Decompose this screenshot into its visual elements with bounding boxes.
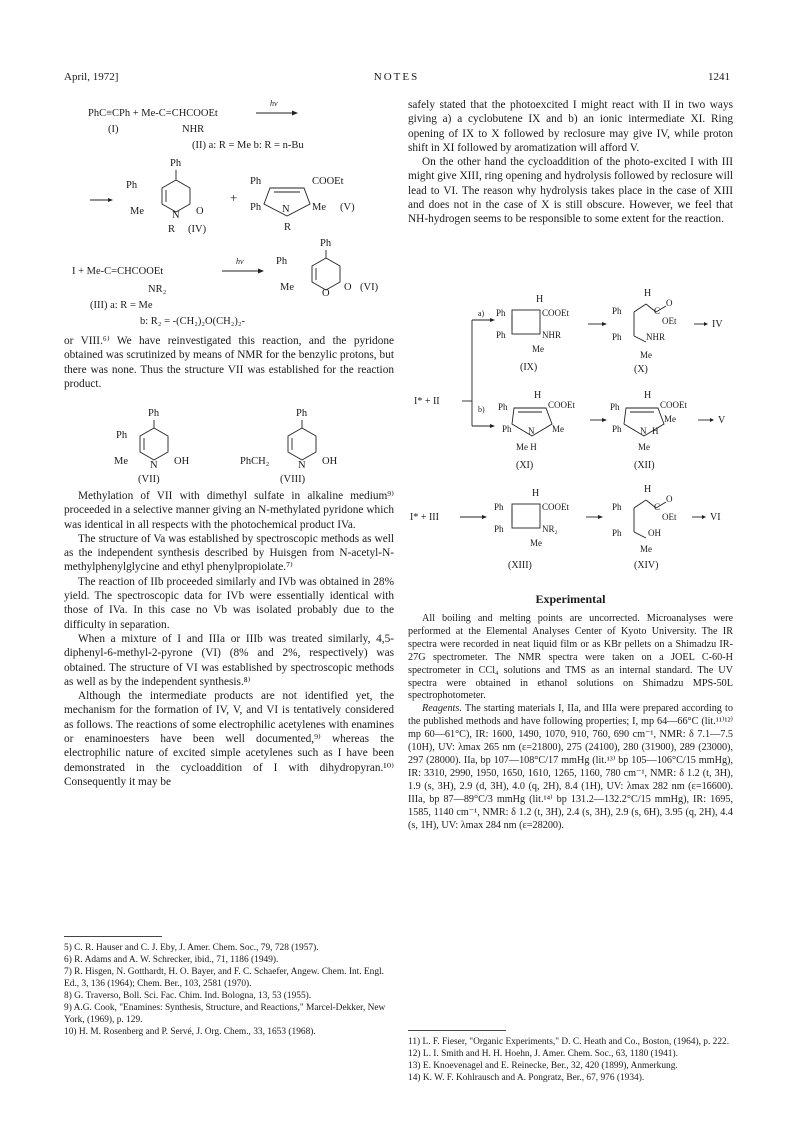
header-journal-section: NOTES — [373, 71, 420, 83]
h-label: H — [644, 390, 652, 401]
hv-label: hν — [270, 99, 278, 108]
oh-label: OH — [648, 528, 661, 538]
ph-label: Ph — [612, 424, 622, 434]
n-label: N — [298, 460, 306, 471]
me-label: Me — [530, 538, 542, 548]
label-compound-VII: (VII) — [138, 474, 160, 485]
h-label: H — [534, 390, 542, 401]
o-label: O — [344, 282, 352, 293]
footnote: 5) C. R. Hauser and C. J. Eby, J. Amer. Chem. Soc., 79, 728 (1957). — [64, 943, 319, 953]
label-compound-XII: (XII) — [634, 460, 655, 471]
paragraph: The reaction of IIb proceeded similarly and IVb was obtained in 28% yield. The spectroscopic data for IVb were essentially identical with those of IVa. In this case no Vb was isolated probably due to the difficulty in separation. — [64, 575, 394, 631]
nr2-label: NR₂ — [542, 524, 558, 534]
path-b-label: b) — [478, 405, 485, 414]
footnote: 8) G. Traverso, Boll. Sci. Fac. Chim. Ind. Bologna, 13, 53 (1955). — [64, 991, 312, 1001]
header-date: April, 1972] — [64, 71, 119, 83]
n-label: N — [640, 426, 647, 436]
footnote-rule — [408, 1030, 506, 1031]
ph-label: Ph — [250, 176, 262, 187]
o-label: O — [196, 206, 204, 217]
scheme1-equation-2: I + Me-C=CHCOOEt — [72, 266, 164, 277]
ph-label: Ph — [296, 408, 308, 419]
nhr-label: NHR — [182, 124, 205, 135]
paragraph: On the other hand the cycloaddition of the photo-excited I with III might give XIII, ring opening and hydrolysis followed by reclosure will lead to VI. The reason why hydrolysis takes place in the case of XIII and does not in the case of X is still obscure. However, we feel that NH-hydrogen seems to be responsible to some extent for the reaction. — [408, 156, 733, 226]
n-label: N — [528, 426, 535, 436]
me-label: Me — [130, 206, 144, 217]
me-label: Me — [640, 350, 652, 360]
r-label: R — [168, 224, 176, 235]
ph-label: Ph — [126, 180, 138, 191]
me-label: Me — [552, 424, 564, 434]
n-label: N — [282, 204, 290, 215]
cooet-label: COOEt — [660, 400, 687, 410]
footnote: 9) A.G. Cook, "Enamines: Synthesis, Structure, and Reactions," Marcel-Dekker, New York, (1969), p. 129. — [64, 1003, 386, 1025]
cooet-label: COOEt — [312, 176, 344, 187]
right-footnotes — [408, 1036, 733, 1084]
footnote: 14) K. W. F. Kohlrausch and A. Pongratz, Ber., 67, 976 (1934). — [408, 1073, 645, 1083]
compound-III-a: (III) a: R = Me — [90, 300, 153, 311]
paragraph: Methylation of VII with dimethyl sulfate in alkaline medium⁹⁾ proceeded in a selective manner giving an N-methylated pyridone which was identical in all respects with the photochemical product IVa. — [64, 490, 394, 531]
plus-sign: + — [230, 190, 238, 205]
footnote: 7) R. Hisgen, N. Gotthardt, H. O. Bayer, and F. C. Schaefer, Angew. Chem. Int. Engl. Ed., 3, 136 (1964); Chem. Ber., 103, 2581 (1970). — [64, 967, 384, 989]
r-label: R — [284, 222, 292, 233]
product-VI-label: VI — [710, 512, 721, 523]
carbon-label: C — [654, 306, 661, 316]
footnote: 11) L. F. Fieser, "Organic Experiments," D. C. Heath and Co., Boston, (1964), p. 222. — [408, 1037, 730, 1047]
label-compound-XIII: (XIII) — [508, 560, 532, 571]
o-label: O — [666, 298, 673, 308]
ph-label: Ph — [496, 330, 506, 340]
footnote: 10) H. M. Rosenberg and P. Servé, J. Org. Chem., 33, 1653 (1968). — [64, 1027, 316, 1037]
ph-label: Ph — [320, 238, 332, 249]
nr2-label: NR₂ — [148, 284, 167, 295]
ph-label: Ph — [276, 256, 288, 267]
me-label: Me — [640, 544, 652, 554]
oh-label: OH — [174, 456, 190, 467]
experimental-text — [408, 613, 733, 832]
ph-label: Ph — [612, 306, 622, 316]
ph-label: Ph — [494, 524, 504, 534]
paragraph: Although the intermediate products are not identified yet, the mechanism for the formation of IV, V, and VI is tentatively considered as follows. The reactions of some electrophilic acetylenes with enamines or enaminoesters have been well documented,⁹⁾ whereas the electrophilic nature of excited simple acetylenes such as I have been demonstrated in the cycloaddition of I with dihydropyran.¹⁰⁾ Consequently it may be — [64, 690, 394, 788]
label-compound-VI: (VI) — [360, 282, 379, 293]
ph-label: Ph — [496, 308, 506, 318]
label-compound-XI: (XI) — [516, 460, 534, 471]
section-title-experimental: Experimental — [535, 592, 606, 606]
ph-label: Ph — [170, 158, 182, 169]
me-label: Me — [312, 202, 326, 213]
paragraph: or VIII.⁶⁾ We have reinvestigated this reaction, and the pyridone obtained was scrutinized by means of NMR for the benzylic protons, but there was none. Thus the structure VII was established for the reaction product. — [64, 335, 394, 390]
ph-label: Ph — [612, 332, 622, 342]
n-label: N — [172, 210, 180, 221]
product-V-label: V — [718, 415, 726, 426]
o-label: O — [666, 494, 673, 504]
ph-label: Ph — [116, 430, 128, 441]
label-compound-XIV: (XIV) — [634, 560, 659, 571]
left-footnotes — [64, 942, 394, 1038]
paragraph: When a mixture of I and IIIa or IIIb was treated similarly, 4,5-diphenyl-6-methyl-2-pyrone (VI) (8% and 2%, respectively) was obtained. The structure of VI was established by spectroscopic methods as well as by the independent synthesis.⁸⁾ — [64, 632, 394, 688]
product-IV-label: IV — [712, 319, 723, 330]
me-label: Me — [280, 282, 294, 293]
path-a-label: a) — [478, 309, 485, 318]
footnote: 6) R. Adams and A. W. Schrecker, ibid., 71, 1186 (1949). — [64, 955, 279, 965]
reagents-label: Reagents. — [422, 703, 462, 715]
paragraph: The starting materials I, IIa, and IIIa were prepared according to the published methods and have following properties; I, mp 64—66°C (lit.¹¹⁾¹²⁾ mp 60—61°C), IR: 1600, 1490, 1070, 910, 760, 690 cm⁻¹, NMR: δ 7.1—7.5 (10H), UV: λmax 265 nm (ε=21800), 275 (24100), 280 (31900), 289 (23000), 297 (28000). IIa, bp 107—108°C/17 mmHg (lit.¹³⁾ bp 105—106°C/15 mmHg), IR: 3310, 2990, 1950, 1650, 1610, 1265, 1160, 780 cm⁻¹, NMR: δ 1.2 (t, 3H), 1.9 (s, 3H), 2.9 (d, 3H), 4.0 (q, 2H), 8.4 (1H), UV: λmax 282 nm (ε=16600). IIIa, bp 87—89°C/3 mmHg (lit.¹⁴⁾ bp 131.2—132.2°C/15 mmHg), IR: 1695, 1585, 1140 cm⁻¹, NMR: δ 1.2 (t, 3H), 2.4 (s, 3H), 2.9 (s, 6H), 3.95 (q, 2H), 4.4 (s, 1H), UV: λmax 284 nm (ε=28200). — [408, 703, 733, 831]
label-compound-IV: (IV) — [188, 224, 207, 235]
paragraph: The structure of Va was established by spectroscopic methods as well as the independent synthesis described by Huisgen from N-acetyl-N-methylphenylglycine and ethyl phenylpropiolate.⁷⁾ — [64, 532, 394, 574]
carbon-label: C — [654, 502, 661, 512]
cooet-label: COOEt — [542, 502, 569, 512]
footnote: 13) E. Knoevenagel and E. Reinecke, Ber., 32, 420 (1899), Anmerkung. — [408, 1061, 678, 1071]
compound-III-b: b: R₂ = -(CH₂)₂O(CH₂)₂- — [140, 316, 246, 327]
scheme1-equation: PhC≡CPh + Me-C=CHCOOEt — [88, 108, 218, 119]
paragraph: safely stated that the photoexcited I might react with II in two ways giving a) a cyclobutene IX and b) an ionic intermediate XI. Ring opening of IX to X followed by reclosure may give IV, while proton shift in XI followed by aromatization will afford V. — [408, 99, 733, 154]
o-label: O — [322, 288, 330, 299]
ph-label: Ph — [250, 202, 262, 213]
label-compound-VIII: (VIII) — [280, 474, 306, 485]
oet-label: OEt — [662, 512, 677, 522]
left-column-text-top — [64, 334, 394, 391]
me-label: Me — [114, 456, 128, 467]
phch2-label: PhCH₂ — [240, 456, 270, 467]
me-h-label: Me H — [516, 442, 537, 452]
ph-label: Ph — [612, 528, 622, 538]
right-column-text — [408, 98, 733, 227]
me-label: Me — [532, 344, 544, 354]
left-column-text-bottom — [64, 489, 394, 789]
oet-label: OEt — [662, 316, 677, 326]
h-label: H — [532, 488, 540, 499]
nhr-label: NHR — [542, 330, 562, 340]
cooet-label: COOEt — [548, 400, 575, 410]
ph-label: Ph — [610, 402, 620, 412]
h-label: H — [536, 294, 544, 305]
nhr-label: NHR — [646, 332, 666, 342]
ph-label: Ph — [498, 402, 508, 412]
mechanism-scheme — [408, 286, 733, 578]
reactant-label: I* + II — [414, 396, 440, 407]
me-label: Me — [664, 414, 676, 424]
label-compound-X: (X) — [634, 364, 648, 375]
footnote: 12) L. I. Smith and H. H. Hoehn, J. Amer. Chem. Soc., 63, 1180 (1941). — [408, 1049, 678, 1059]
reactant-label: I* + III — [410, 512, 439, 523]
label-compound-V: (V) — [340, 202, 355, 213]
ph-label: Ph — [148, 408, 160, 419]
cooet-label: COOEt — [542, 308, 569, 318]
structures-vii-viii — [64, 404, 394, 488]
oh-label: OH — [322, 456, 338, 467]
label-compound-IX: (IX) — [520, 362, 538, 373]
h-label: H — [644, 484, 652, 495]
compound-II-definition: (II) a: R = Me b: R = n-Bu — [192, 140, 304, 151]
hv-label: hν — [236, 257, 244, 266]
ph-label: Ph — [612, 502, 622, 512]
reaction-scheme-1 — [64, 96, 394, 332]
h-label: H — [652, 426, 659, 436]
label-compound-I: (I) — [108, 124, 119, 135]
ph-label: Ph — [494, 502, 504, 512]
n-label: N — [150, 460, 158, 471]
me-label: Me — [638, 442, 650, 452]
footnote-rule — [64, 936, 162, 937]
h-label: H — [644, 288, 652, 299]
header-page-number: 1241 — [708, 71, 730, 83]
paragraph: All boiling and melting points are uncorrected. Microanalyses were performed at the Elemental Analyses Center of Kyoto University. The IR spectra were recorded in neat liquid film or as KBr pellets on a Shimadzu IR-27G spectrometer. The NMR spectra were taken on a JOEL C-60-H spectrometer in CCl₄ solutions and TMS as an internal standard. The UV spectra were obtained in ethanol solutions on Shimadzu MPS-50L spectrophotometer. — [408, 613, 733, 702]
ph-label: Ph — [502, 424, 512, 434]
